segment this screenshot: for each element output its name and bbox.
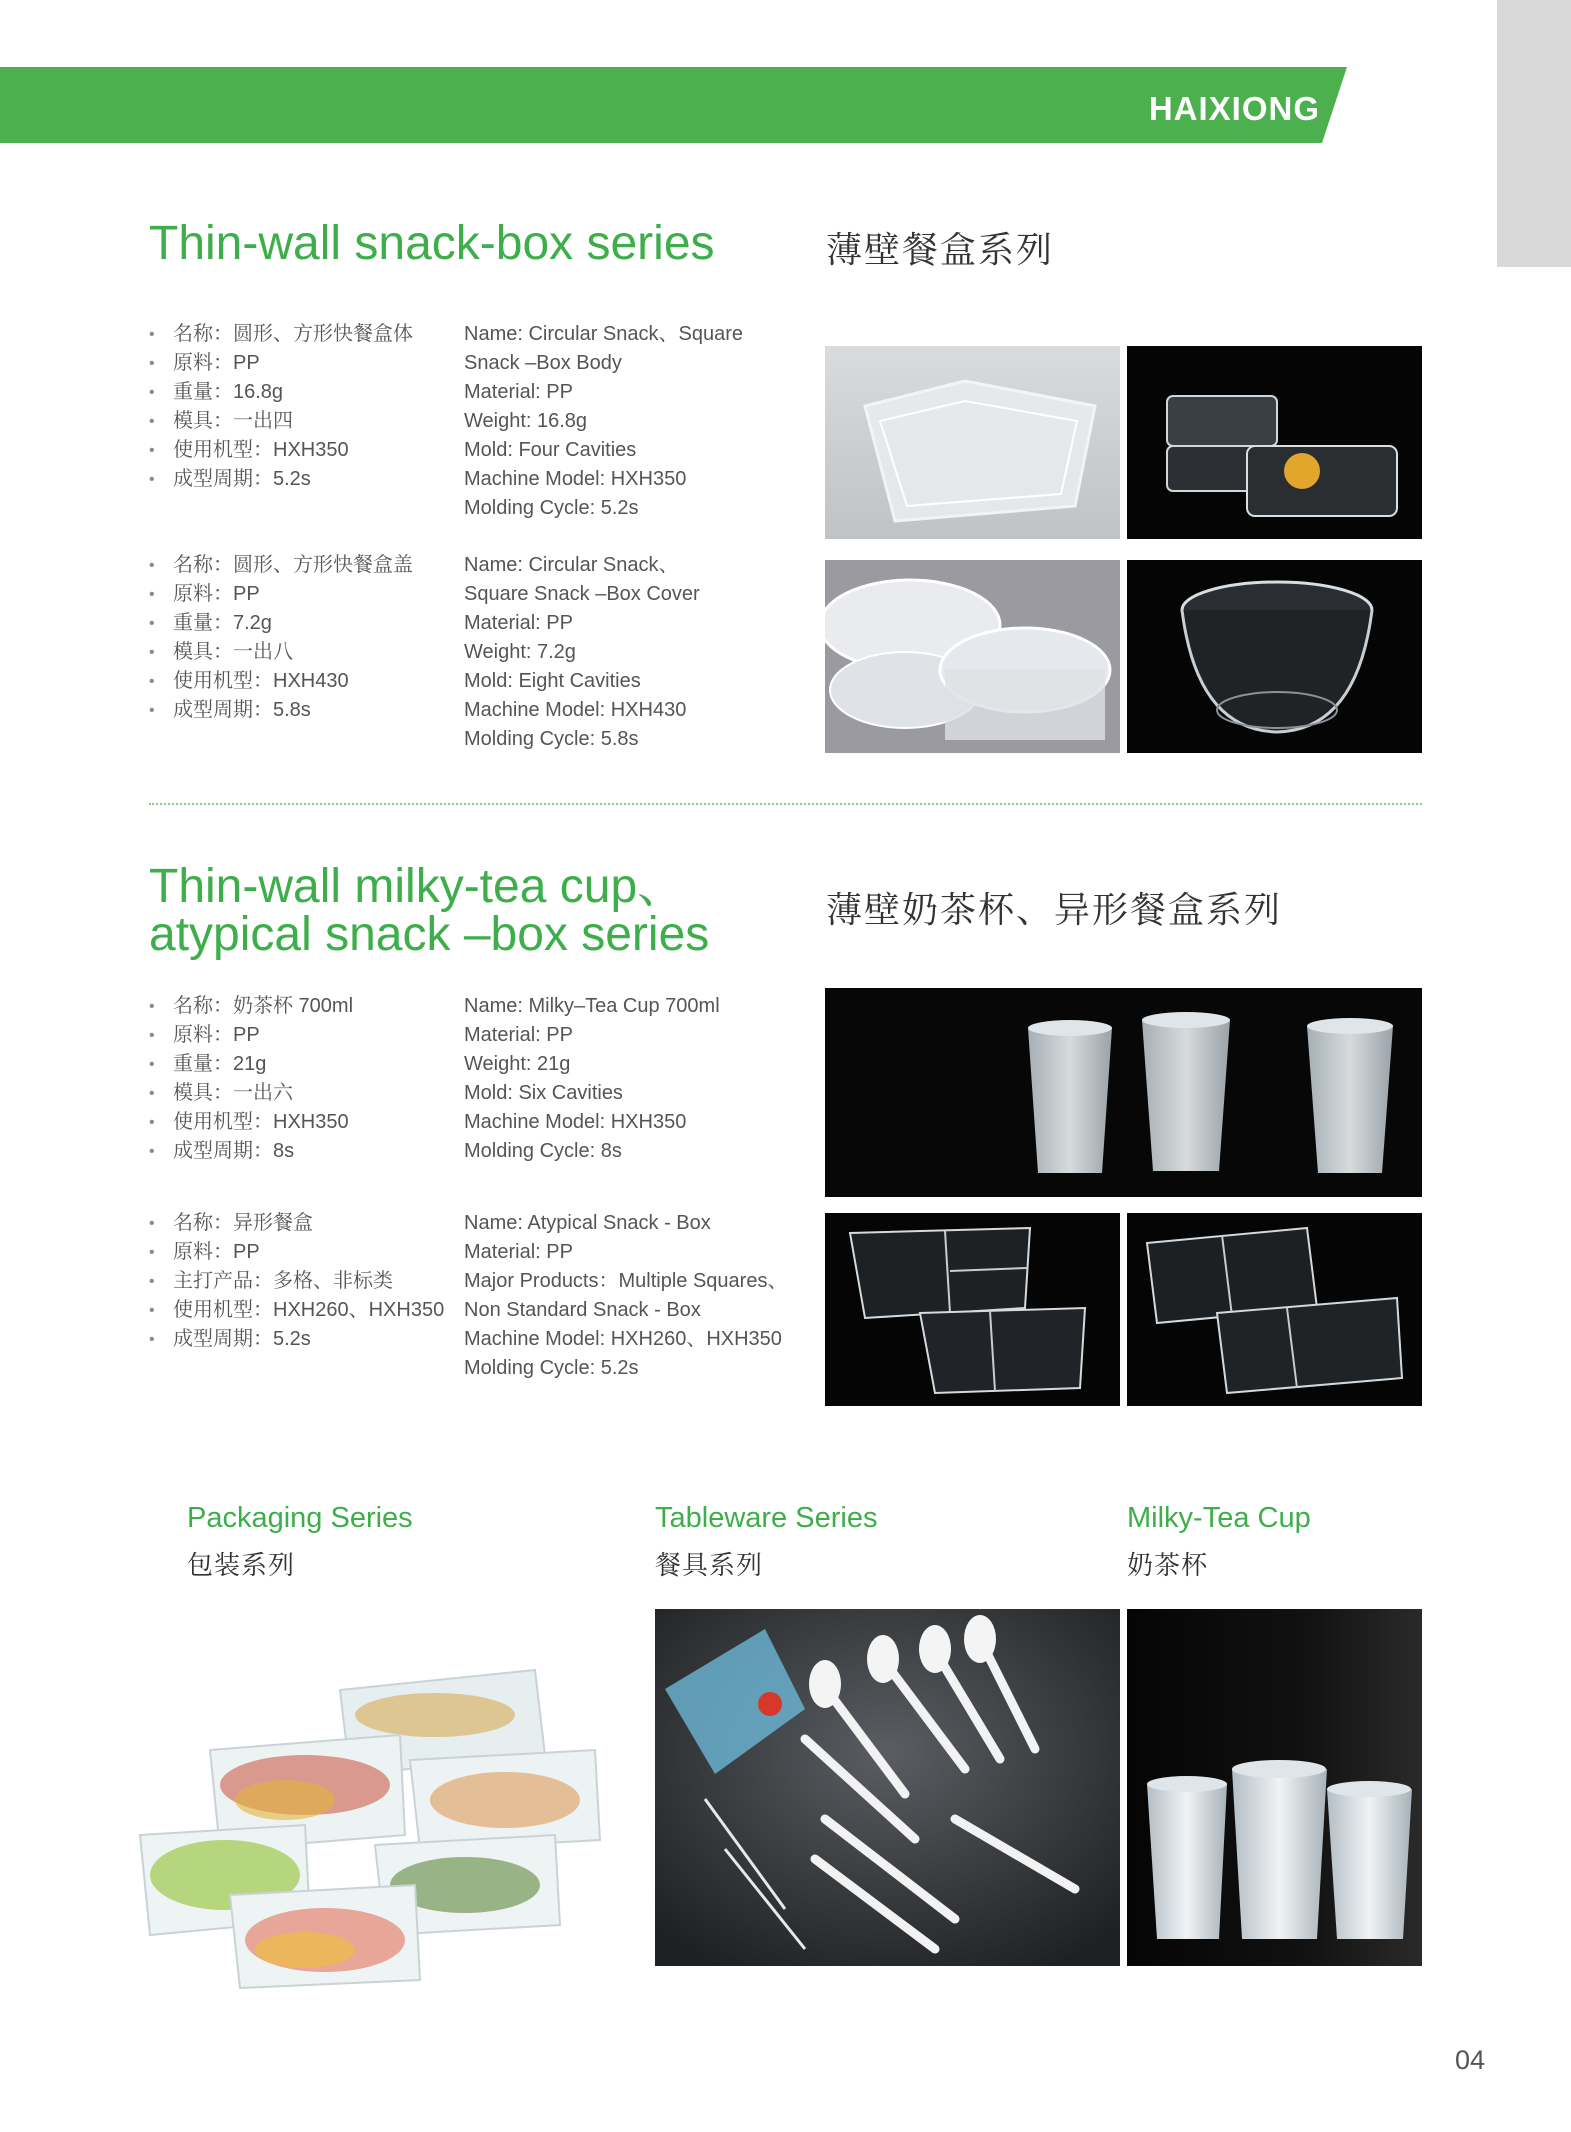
list-item: • 原料：PP bbox=[149, 1021, 353, 1050]
list-item: Mold: Four Cavities bbox=[464, 439, 637, 461]
list-item: Molding Cycle: 5.2s bbox=[464, 1357, 639, 1379]
list-item: • 使用机型：HXH350 bbox=[149, 1108, 353, 1137]
s2-p1-cn-list bbox=[149, 992, 353, 1166]
list-item: Name: Circular Snack、Square bbox=[464, 323, 743, 345]
list-item: • 使用机型：HXH260、HXH350 bbox=[149, 1296, 444, 1325]
section1-title-en: Thin-wall snack-box series bbox=[149, 217, 715, 270]
s1-p1-en-list bbox=[464, 320, 743, 523]
list-item: Mold: Six Cavities bbox=[464, 1082, 623, 1104]
list-item: • 成型周期：8s bbox=[149, 1137, 353, 1166]
category-tableware-title-en: Tableware Series bbox=[655, 1502, 878, 1534]
s2-p1-en-list bbox=[464, 992, 720, 1166]
brand-name: HAIXIONG bbox=[1148, 90, 1320, 127]
list-item: Square Snack –Box Cover bbox=[464, 583, 700, 605]
list-item: Major Products：Multiple Squares、 bbox=[464, 1270, 788, 1292]
section1-title-cn: 薄壁餐盒系列 bbox=[826, 229, 1055, 270]
plastic-cutlery-photo bbox=[655, 1609, 1120, 1966]
page-number: 04 bbox=[1455, 2045, 1486, 2075]
list-item: • 主打产品：多格、非标类 bbox=[149, 1267, 444, 1296]
s1-p2-cn-list bbox=[149, 551, 413, 725]
two-compartment-box-photo bbox=[1127, 1213, 1422, 1406]
list-item: • 使用机型：HXH350 bbox=[149, 436, 413, 465]
s2-p2-cn-list bbox=[149, 1209, 444, 1354]
list-item: • 名称：圆形、方形快餐盒盖 bbox=[149, 551, 413, 580]
section2-title-en-line1: Thin-wall milky-tea cup、 bbox=[149, 860, 686, 913]
list-item: • 名称：奶茶杯 700ml bbox=[149, 992, 353, 1021]
s1-p2-en-list bbox=[464, 551, 700, 754]
list-item: Material: PP bbox=[464, 1241, 573, 1263]
section2-title-cn: 薄壁奶茶杯、异形餐盒系列 bbox=[826, 889, 1283, 930]
list-item: Weight: 7.2g bbox=[464, 641, 576, 663]
list-item: • 使用机型：HXH430 bbox=[149, 667, 413, 696]
list-item: Machine Model: HXH350 bbox=[464, 468, 687, 490]
list-item: • 模具：一出六 bbox=[149, 1079, 353, 1108]
list-item: • 原料：PP bbox=[149, 580, 413, 609]
section-divider bbox=[149, 803, 1422, 805]
list-item: Name: Atypical Snack - Box bbox=[464, 1212, 711, 1234]
list-item: Mold: Eight Cavities bbox=[464, 670, 641, 692]
list-item: • 重量：7.2g bbox=[149, 609, 413, 638]
rectangular-box-photo bbox=[825, 346, 1120, 539]
packaging-containers-photo bbox=[135, 1660, 615, 1990]
list-item: • 成型周期：5.8s bbox=[149, 696, 413, 725]
category-packaging-title-en: Packaging Series bbox=[187, 1502, 413, 1534]
list-item: • 模具：一出四 bbox=[149, 407, 413, 436]
list-item: • 重量：16.8g bbox=[149, 378, 413, 407]
list-item: Weight: 21g bbox=[464, 1053, 571, 1075]
list-item: Material: PP bbox=[464, 612, 573, 634]
s2-p2-en-list bbox=[464, 1209, 787, 1383]
category-milkytea-title-en: Milky-Tea Cup bbox=[1127, 1502, 1311, 1534]
compartment-tray-photo bbox=[825, 1213, 1120, 1406]
list-item: • 名称：异形餐盒 bbox=[149, 1209, 444, 1238]
list-item: • 名称：圆形、方形快餐盒体 bbox=[149, 320, 413, 349]
category-milkytea-title-cn: 奶茶杯 bbox=[1127, 1550, 1209, 1580]
list-item: Molding Cycle: 5.8s bbox=[464, 728, 639, 750]
list-item: Machine Model: HXH260、HXH350 bbox=[464, 1328, 782, 1350]
list-item: Material: PP bbox=[464, 381, 573, 403]
list-item: • 原料：PP bbox=[149, 1238, 444, 1267]
section2-title-en-line2: atypical snack –box series bbox=[149, 908, 710, 961]
list-item: Molding Cycle: 5.2s bbox=[464, 497, 639, 519]
round-bowl-photo bbox=[1127, 560, 1422, 753]
s1-p1-cn-list bbox=[149, 320, 413, 494]
list-item: Machine Model: HXH430 bbox=[464, 699, 687, 721]
list-item: Name: Milky–Tea Cup 700ml bbox=[464, 995, 720, 1017]
milky-tea-cups-bottom-photo bbox=[1127, 1609, 1422, 1966]
stacked-boxes-photo bbox=[1127, 346, 1422, 539]
category-tableware-title-cn: 餐具系列 bbox=[655, 1550, 764, 1580]
list-item: Name: Circular Snack、 bbox=[464, 554, 679, 576]
category-packaging-title-cn: 包装系列 bbox=[187, 1550, 296, 1580]
list-item: • 模具：一出八 bbox=[149, 638, 413, 667]
list-item: Weight: 16.8g bbox=[464, 410, 588, 432]
list-item: • 成型周期：5.2s bbox=[149, 1325, 444, 1354]
round-lids-photo bbox=[825, 560, 1120, 753]
list-item: Machine Model: HXH350 bbox=[464, 1111, 687, 1133]
list-item: Molding Cycle: 8s bbox=[464, 1140, 622, 1162]
list-item: • 重量：21g bbox=[149, 1050, 353, 1079]
side-tab bbox=[1497, 0, 1571, 267]
list-item: Non Standard Snack - Box bbox=[464, 1299, 701, 1321]
list-item: • 原料：PP bbox=[149, 349, 413, 378]
list-item: Snack –Box Body bbox=[464, 352, 622, 374]
list-item: Material: PP bbox=[464, 1024, 573, 1046]
milky-tea-cups-photo bbox=[825, 988, 1422, 1197]
list-item: • 成型周期：5.2s bbox=[149, 465, 413, 494]
